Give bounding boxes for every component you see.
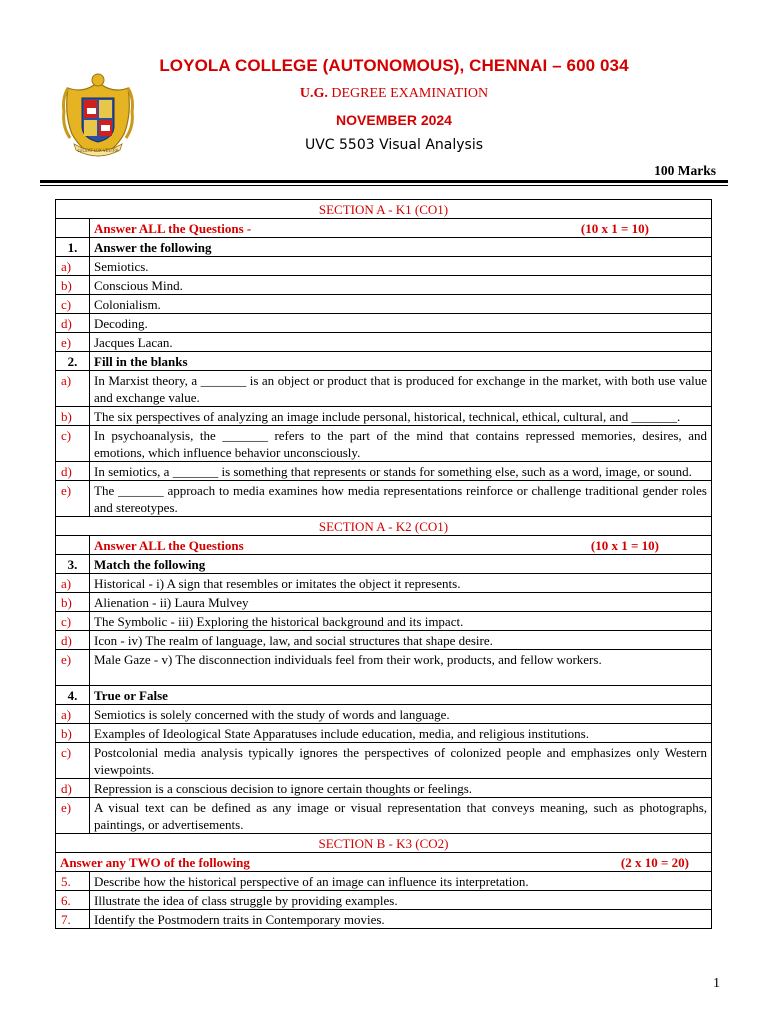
item-text: Alienation - ii) Laura Mulvey [90, 593, 712, 612]
item-label: 6. [56, 891, 90, 910]
item-label: d) [56, 779, 90, 798]
item-text: Icon - iv) The realm of language, law, and social structures that shape desire. [90, 631, 712, 650]
item-label: e) [56, 798, 90, 834]
header-divider-thin [40, 185, 728, 186]
section-b-instruction [56, 853, 712, 872]
section-b-title: SECTION B - K3 (CO2) [56, 834, 712, 853]
section-heading-row [56, 834, 712, 853]
item-label: a) [56, 705, 90, 724]
item-text: In psychoanalysis, the _______ refers to the part of the mind that contains repressed memories, desires, and emotions, which influence behavior unconsciously. [90, 426, 712, 462]
item-text: Identify the Postmodern traits in Contemporary movies. [90, 910, 712, 929]
instruction-text: Answer ALL the Questions [94, 538, 244, 553]
marks-text: (10 x 1 = 10) [590, 538, 659, 553]
course-title: UVC 5503 Visual Analysis [304, 137, 484, 153]
item-label: b) [56, 593, 90, 612]
page-number: 1 [713, 976, 720, 991]
question-item [56, 333, 712, 352]
question-item [56, 612, 712, 631]
item-text: The Symbolic - iii) Exploring the historical background and its impact. [90, 612, 712, 631]
question-table [55, 199, 712, 929]
item-text: Decoding. [90, 314, 712, 333]
question-item [56, 462, 712, 481]
question-item [56, 481, 712, 517]
question-item [56, 276, 712, 295]
item-label: c) [56, 426, 90, 462]
item-text: The _______ approach to media examines how media representations reinforce or challenge traditional gender roles and stereotypes. [90, 481, 712, 517]
item-label: a) [56, 574, 90, 593]
item-text: Postcolonial media analysis typically ignores the perspectives of colonized people and emphasizes only Western viewpoints. [90, 743, 712, 779]
section-heading-row [56, 517, 712, 536]
question-heading: True or False [90, 686, 712, 705]
item-text: The six perspectives of analyzing an image include personal, historical, technical, ethical, cultural, and _______. [90, 407, 712, 426]
question-item [56, 891, 712, 910]
question-item [56, 574, 712, 593]
item-text: Male Gaze - v) The disconnection individuals feel from their work, products, and fellow workers. [90, 650, 712, 686]
item-label: a) [56, 257, 90, 276]
item-text: Semiotics is solely concerned with the study of words and language. [90, 705, 712, 724]
header-divider [40, 180, 728, 183]
item-text: In Marxist theory, a _______ is an object or product that is produced for exchange in the market, with both use value and exchange value. [90, 371, 712, 407]
item-text: Historical - i) A sign that resembles or imitates the object it represents. [90, 574, 712, 593]
question-item [56, 910, 712, 929]
section-heading-row [56, 200, 712, 219]
item-label: e) [56, 333, 90, 352]
question-item [56, 593, 712, 612]
exam-prefix: U.G. [299, 86, 328, 101]
item-label: d) [56, 462, 90, 481]
section-a-k1-title: SECTION A - K1 (CO1) [56, 200, 712, 219]
question-item [56, 407, 712, 426]
item-text: Describe how the historical perspective of an image can influence its interpretation. [90, 872, 712, 891]
item-label: e) [56, 481, 90, 517]
blank-cell [56, 536, 90, 555]
question-heading: Match the following [90, 555, 712, 574]
question-item [56, 257, 712, 276]
instruction-row [56, 853, 712, 872]
question-item [56, 371, 712, 407]
item-label: a) [56, 371, 90, 407]
item-label: b) [56, 407, 90, 426]
question-item [56, 872, 712, 891]
exam-title [0, 86, 768, 102]
item-text: A visual text can be defined as any image or visual representation that conveys meaning, such as photographs, paintings, or advertisements. [90, 798, 712, 834]
question-heading: Fill in the blanks [90, 352, 712, 371]
question-heading-row [56, 686, 712, 705]
instruction-row [56, 219, 712, 238]
item-text: Repression is a conscious decision to ignore certain thoughts or feelings. [90, 779, 712, 798]
question-item [56, 705, 712, 724]
item-label: d) [56, 314, 90, 333]
section-a-k2-instruction [90, 536, 712, 555]
instruction-text: Answer any TWO of the following [60, 855, 250, 870]
question-item [56, 631, 712, 650]
section-a-k1-instruction [90, 219, 712, 238]
college-name: LOYOLA COLLEGE (AUTONOMOUS), CHENNAI – 600 034 [159, 56, 629, 75]
crest-motto-text: LUCEAT LUX VESTRA [77, 148, 119, 153]
question-item [56, 314, 712, 333]
question-heading: Answer the following [90, 238, 712, 257]
item-label: c) [56, 612, 90, 631]
item-text: Colonialism. [90, 295, 712, 314]
max-marks: 100 Marks [654, 163, 716, 178]
instruction-row [56, 536, 712, 555]
item-text: Illustrate the idea of class struggle by providing examples. [90, 891, 712, 910]
section-a-k2-title: SECTION A - K2 (CO1) [56, 517, 712, 536]
question-number: 2. [56, 352, 90, 371]
item-label: e) [56, 650, 90, 686]
exam-suffix: DEGREE EXAMINATION [327, 86, 489, 101]
blank-cell [56, 219, 90, 238]
marks-text: (10 x 1 = 10) [580, 221, 649, 236]
item-label: 5. [56, 872, 90, 891]
question-number: 3. [56, 555, 90, 574]
question-heading-row [56, 352, 712, 371]
item-label: c) [56, 295, 90, 314]
item-text: Jacques Lacan. [90, 333, 712, 352]
question-number: 1. [56, 238, 90, 257]
item-label: b) [56, 276, 90, 295]
question-heading-row [56, 238, 712, 257]
item-text: In semiotics, a _______ is something that represents or stands for something else, such as a word, image, or sound. [90, 462, 712, 481]
item-label: c) [56, 743, 90, 779]
item-label: d) [56, 631, 90, 650]
item-text: Examples of Ideological State Apparatuses include education, media, and religious institutions. [90, 724, 712, 743]
item-text: Semiotics. [90, 257, 712, 276]
question-item [56, 798, 712, 834]
item-label: 7. [56, 910, 90, 929]
instruction-text: Answer ALL the Questions - [94, 221, 252, 236]
question-item [56, 779, 712, 798]
question-number: 4. [56, 686, 90, 705]
marks-text: (2 x 10 = 20) [620, 855, 689, 870]
question-item [56, 743, 712, 779]
question-heading-row [56, 555, 712, 574]
exam-session: NOVEMBER 2024 [336, 112, 452, 128]
question-item [56, 295, 712, 314]
question-item [56, 724, 712, 743]
question-item [56, 650, 712, 686]
item-label: b) [56, 724, 90, 743]
question-item [56, 426, 712, 462]
item-text: Conscious Mind. [90, 276, 712, 295]
